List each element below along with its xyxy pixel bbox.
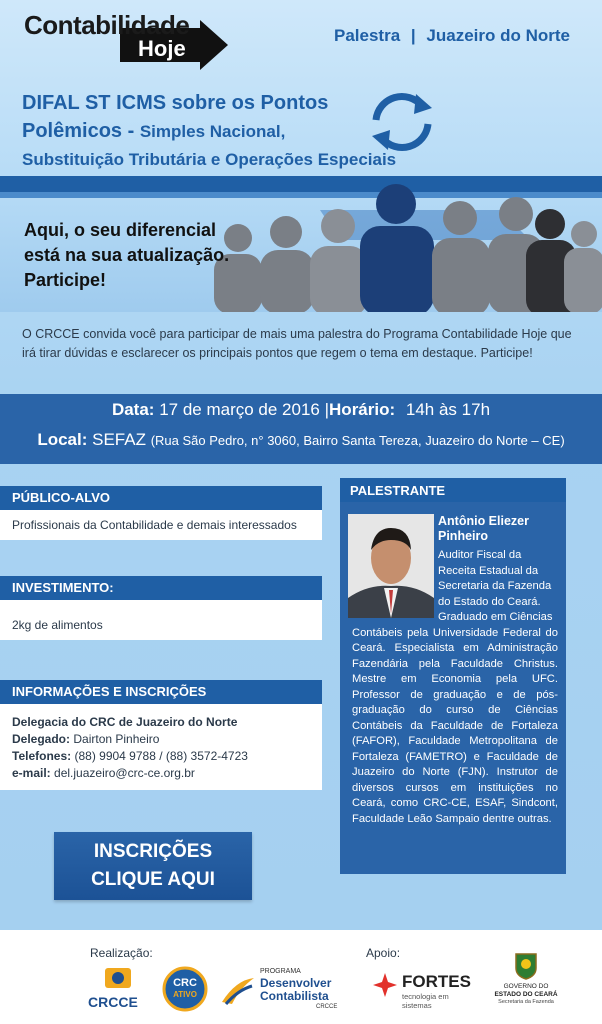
governo-logo (490, 952, 562, 1020)
programa-text: PROGRAMA (260, 968, 301, 975)
informacoes-delegado (12, 731, 322, 748)
header-banner (0, 0, 602, 312)
speaker-bio (352, 548, 558, 827)
event-city: Juazeiro do Norte (426, 26, 570, 45)
investimento-text: 2kg de alimentos (0, 600, 322, 640)
fortes-star-icon (372, 972, 398, 998)
schedule-band (0, 394, 602, 464)
fortes-sub-text: tecnologia em sistemas (402, 992, 449, 1010)
time-value: 14h às 17h (405, 400, 491, 419)
governo-text1: GOVERNO DO (503, 983, 549, 990)
crcce-small-text: CRCCE (316, 1004, 338, 1010)
desenvolver-swoosh-icon (220, 976, 256, 1006)
crc-ativo-text1: CRC (173, 977, 197, 989)
event-title-line1: DIFAL ST ICMS sobre os Pontos (22, 92, 329, 114)
crcce-emblem-icon (103, 966, 133, 990)
event-title-line2-sub: Simples Nacional, (139, 122, 286, 141)
speaker-label: PALESTRANTE (340, 478, 566, 502)
contabilista-text: Contabilista (260, 989, 329, 1003)
state-coat-of-arms-icon (514, 952, 538, 980)
bio-line: Auditor Fiscal da (438, 549, 522, 561)
fortes-logo (372, 968, 478, 1008)
date-label: Data: (111, 400, 155, 419)
event-header: Palestra | Juazeiro do Norte (334, 26, 570, 45)
governo-text3: Secretaria da Fazenda (498, 999, 554, 1005)
bio-rest: Contábeis pela Universidade Federal do Ceará. Especialista em Administração Fazendária pela Faculdade Christus. Mestre em Economia pela UFC. Professor de graduação e de pós-graduação do curso de Ciências Contábeis da Faculdade de Fortaleza (FAFOR), Faculdade Metropolitana de Fortaleza (FAMETRO) e Faculdade de Juazeiro do Norte (FJN). Instrutor de diversos cursos em instituições no Ceará, como CRC-CE, ESAF, Sindcont, Faculdade Leão Sampaio dentre outras. (352, 626, 558, 825)
speaker-name1: Antônio Eliezer (438, 514, 529, 528)
tagline-line3: Participe! (24, 270, 107, 290)
apoio-label: Apoio: (366, 946, 401, 960)
local-label: Local: (37, 430, 88, 449)
speaker-name2: Pinheiro (438, 529, 489, 543)
informacoes-telefones (12, 748, 322, 765)
crc-ativo-logo (162, 966, 208, 1012)
brand-title: Contabilidade (24, 10, 190, 40)
telefones-label: Telefones: (12, 749, 72, 763)
event-title-line3: Substituição Tributária e Operações Especiais (22, 150, 397, 169)
brand-subtitle: Hoje (138, 36, 186, 61)
desenvolver-text: Desenvolver (260, 976, 332, 990)
informacoes-label: INFORMAÇÕES E INSCRIÇÕES (0, 680, 322, 704)
delegado-value: Dairton Pinheiro (73, 732, 160, 746)
cta-line2: CLIQUE AQUI (91, 869, 215, 890)
crcce-logo-text: CRCCE (88, 994, 138, 1010)
tagline-line2: está na sua atualização. (24, 245, 230, 265)
date-time-line: Data: 17 de março de 2016 |Horário: 14h às 17h (111, 400, 491, 419)
cta-line1: INSCRIÇÕES (93, 841, 213, 862)
delegado-label: Delegado: (12, 732, 71, 746)
realizacao-label: Realização: (90, 946, 153, 960)
people-silhouettes-icon (200, 180, 602, 312)
local-line (0, 430, 602, 450)
time-label: Horário: (329, 400, 396, 419)
intro-line2: irá tirar dúvidas e esclarecer os principais pontos que regem o tema em destaque. Participe! (22, 346, 533, 360)
bio-line: Secretaria da Fazenda (438, 580, 552, 592)
date-value: 17 de março de 2016 (159, 400, 320, 419)
local-value: SEFAZ (92, 430, 146, 449)
intro-paragraph (22, 325, 582, 363)
bio-line: Graduado em Ciências (438, 611, 553, 623)
informacoes-box (0, 704, 322, 790)
publico-text: Profissionais da Contabilidade e demais interessados (0, 510, 322, 540)
refresh-icon (362, 86, 442, 158)
speaker-name (438, 514, 558, 544)
telefones-value: (88) 9904 9788 / (88) 3572-4723 (74, 749, 248, 763)
informacoes-org: Delegacia do CRC de Juazeiro do Norte (12, 715, 238, 729)
desenvolver-logo (220, 968, 344, 1018)
investimento-label: INVESTIMENTO: (0, 576, 322, 600)
tagline (24, 218, 229, 293)
event-type: Palestra (334, 26, 401, 45)
crcce-logo (88, 966, 148, 1018)
local-address: (Rua São Pedro, n° 3060, Bairro Santa Tereza, Juazeiro do Norte – CE) (150, 433, 565, 448)
email-label: e-mail: (12, 766, 51, 780)
speaker-panel (340, 478, 566, 874)
bio-line: do Estado do Ceará. (438, 595, 541, 608)
bio-line: Receita Estadual da (438, 564, 539, 577)
informacoes-email (12, 765, 322, 782)
email-value[interactable]: del.juazeiro@crc-ce.org.br (54, 766, 195, 780)
event-title-line2-main: Polêmicos - (22, 120, 135, 142)
tagline-line1: Aqui, o seu diferencial (24, 220, 217, 240)
intro-line1: O CRCCE convida você para participar de mais uma palestra do Programa Contabilidade Hoje que (22, 327, 572, 341)
footer (0, 930, 602, 1024)
inscricoes-button[interactable] (54, 832, 252, 900)
fortes-text: FORTES (402, 972, 471, 991)
crc-ativo-text2: ATIVO (173, 990, 197, 999)
publico-label: PÚBLICO-ALVO (0, 486, 322, 510)
event-title-line2 (22, 120, 285, 143)
governo-text2: ESTADO DO CEARÁ (494, 991, 558, 998)
crc-ativo-circle-icon (162, 966, 208, 1012)
